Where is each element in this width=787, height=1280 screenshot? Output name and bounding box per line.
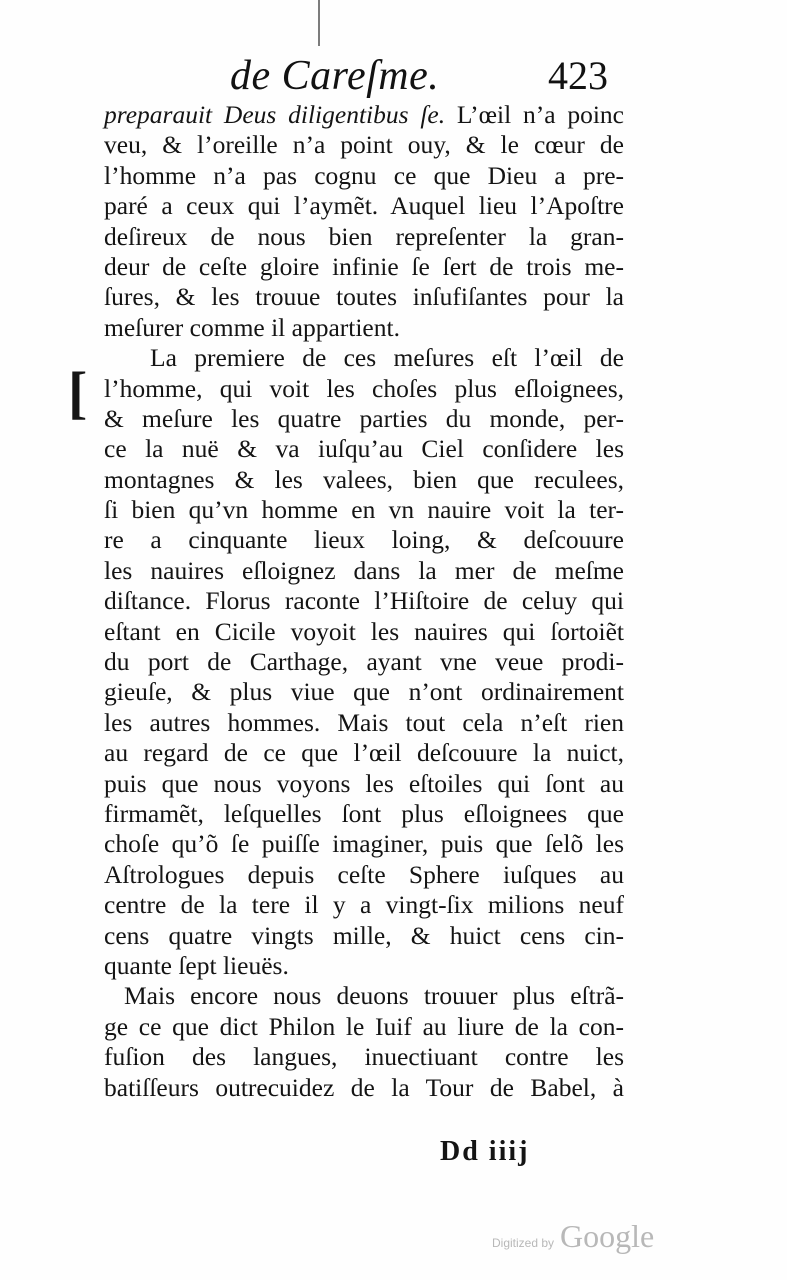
text-line: Mais encore nous deuons trouuer plus eſtrã-: [124, 981, 624, 1011]
watermark-prefix: Digitized by: [492, 1236, 555, 1250]
text-line: du port de Carthage, ayant vne veue prodi-: [104, 647, 624, 677]
watermark-brand: Google: [560, 1218, 655, 1254]
text-line: les nauires eſloignez dans la mer de meſme: [104, 555, 624, 585]
text-line: ſures, & les trouue toutes inſufiſantes pour la: [104, 282, 624, 312]
text-line: choſe qu’õ ſe puiſſe imaginer, puis que ſelõ les: [104, 829, 624, 859]
text-line: meſurer comme il appartient.: [104, 312, 400, 342]
text-line: Aſtrologues depuis ceſte Sphere iuſques au: [104, 859, 624, 889]
signature-mark: Dd iiij: [440, 1136, 530, 1167]
text-line: fuſion des langues, inuectiuant contre les: [104, 1042, 624, 1072]
text-line: preparauit Deus diligentibus ſe. L’œil n’a poinc: [104, 100, 624, 129]
text-line: centre de la tere il y a vingt-ſix milions neuf: [104, 890, 624, 920]
top-binding-mark: [318, 0, 326, 46]
text-line: veu, & l’oreille n’a point ouy, & le cœur de: [104, 130, 624, 160]
text-line: eſtant en Cicile voyoit les nauires qui ſortoiẽt: [104, 616, 624, 646]
text-line: ce la nuë & va iuſqu’au Ciel conſidere les: [104, 434, 624, 464]
text-line: ge ce que dict Philon le Iuif au liure de la con-: [104, 1011, 624, 1041]
text-line: firmamẽt, leſquelles ſont plus eſloignees que: [104, 798, 624, 828]
text-line: re a cinquante lieux loing, & deſcouure: [104, 525, 624, 555]
text-line: La premiere de ces meſures eſt l’œil de: [150, 343, 624, 373]
text-line: cens quatre vingts mille, & huict cens cin-: [104, 920, 624, 950]
text-line: paré a ceux qui l’aymẽt. Auquel lieu l’Apoſtre: [104, 191, 624, 221]
margin-bracket-mark: [: [68, 360, 88, 425]
text-line: l’homme n’a pas cognu ce que Dieu a pre-: [104, 160, 624, 190]
text-line: & meſure les quatre parties du monde, per-: [104, 403, 624, 433]
text-line: gieuſe, & plus viue que n’ont ordinairement: [104, 677, 624, 707]
text-line: quante ſept lieuës.: [104, 950, 289, 980]
text-line: au regard de ce que l’œil deſcouure la nuict,: [104, 738, 624, 768]
text-line: les autres hommes. Mais tout cela n’eſt rien: [104, 707, 624, 737]
text-line: l’homme, qui voit les choſes plus eſloignees,: [104, 373, 624, 403]
page-number: 423: [548, 53, 608, 98]
body-text: [104, 100, 624, 1103]
text-line: montagnes & les valees, bien que reculees,: [104, 464, 624, 494]
running-title: de Careſme.: [230, 53, 440, 99]
text-line: puis que nous voyons les eſtoiles qui ſont au: [104, 768, 624, 798]
text-line: ſi bien qu’vn homme en vn nauire voit la ter-: [104, 495, 624, 525]
text-line: deſireux de nous bien repreſenter la gran-: [104, 221, 624, 251]
digitized-watermark: [492, 1218, 654, 1255]
text-line: diſtance. Florus raconte l’Hiſtoire de celuy qui: [104, 586, 624, 616]
text-line: batiſſeurs outrecuidez de la Tour de Babel, à: [104, 1072, 624, 1102]
text-line: deur de ceſte gloire infinie ſe ſert de trois me-: [104, 251, 624, 281]
